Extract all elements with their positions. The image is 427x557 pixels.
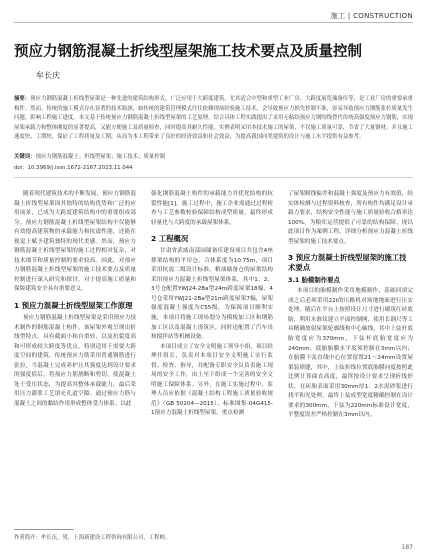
paragraph: 随着现代建筑技术的不断发展，预应力钢筋混凝土折线型屋架因其独特的结构优势和广泛的应用前景，已成为大跨度建筑结构中的重要组成部分。预应力钢筋混凝土折线型屋架结构不仅能够有效提高建筑物的承载能力和抗震性能，还能在视觉上赋予建筑独特的现代美感。然而，预应力钢筋混凝土折线型屋架的施工过程相对复杂，对技术细节和质量控制的要求较高。因此，对预应力钢筋混凝土折线型屋架的施工技术要点及质量控制进行深入研究和探讨，对于提高施工质量和保障建筑安全具有重要意义。 bbox=[14, 191, 136, 293]
section-heading-3: 3 预应力混凝土折线型屋架的施工技术要点 bbox=[288, 253, 407, 273]
body-column-2 bbox=[151, 190, 273, 419]
doi: doi：10.3969/j.issn.1672-2167.2023.11.044 bbox=[14, 165, 133, 171]
body-column-1 bbox=[14, 190, 136, 409]
paragraph: 甘肃省武威南部园储备库建设项目共包含4座排架结构的平房仓，合体系度为10.75m，项目采用抗震二级设计标准。粮油储备仓的屋架结构采用预应力混凝土折线型屋架体系，其中1、2、3号仓配置YWJ24-2Ba型24m跨度屋架18榀，4号仓采用YWJ21-2Ba型21m跨度屋架7榀，屋架强度混凝土强度为C55级。为保障项目顺利实施，本项目将施工现场划分为模板加工区和钢筋加工区以及混凝土浇筑区，同时还配置了汽车吊和搅拌站等机械设备。 bbox=[151, 248, 273, 341]
paragraph: 了屋架制线偏差和混凝土强度及预应力有效值，经实体检测与过程资料核查，所有构件均满足设计承载力要求，结构安全性能与施工质量验收合格率达100%，为粮库运营提供了可靠的结构保障。现以此项目作为案例工程，详细分析预应力混凝土折线型屋架的施工技术要点。 bbox=[288, 191, 413, 245]
paragraph: 本项目成立了安全文明施工领导小组，项目经理任组长，负责对本项目安全文明施工实行监督、检查、指导，并配备专职安全员负责施工现场的安全工作，由上至下组成一个完善的安全文明施工保障体系。另外，在施工实施过程中，监理人员应依据《混凝土结构工程施工质量验收规范》（GB 50204—2015）、标准图集-04G415-1预应力混凝土折线型屋架，重点检测 bbox=[151, 343, 273, 417]
subsection-heading-3-1: 3.1 胎模制作要点 bbox=[288, 276, 340, 285]
abstract-divider bbox=[14, 177, 413, 178]
page-number: 187 bbox=[401, 544, 413, 551]
abstract-text: 预应力钢筋混凝土折线型屋架是一种先进的建筑结构形式，广泛应用于大跨度建筑，尤其适合中型和重型工业厂房、大跨度展览储备库等，是工业厂房的重要承重构件。然而，传统的施工模式存在显著的技术瓶颈，如传统的建筑管理模式往往依赖现场经验施工技术，会导致预应力损失控制不准，容易导致预应力钢筋张拉质量发生问题，影响工程施工进度。本文基于传统预应力钢筋混凝土折线型屋架的工艺原理，结合具体工程实践提出了采用无粘结预应力钢绞线替代传统高强度预应力钢筋，实现屋架承载力和整体刚度的显著提高，又能方便施工及质量检查，同时提高其耐久性能。实例表明采用本技术施工的屋架，不仅施工质量可靠，节省了大量钢材，并且施工速度快、工期短，保证了工程质量及工期，从而为本工程带来了良好的经济效益和社会效益，为提高我国同类建筑的设计与施工水平提供有益参考。 bbox=[14, 96, 413, 141]
keywords-label: 关键词： bbox=[14, 154, 36, 160]
paragraph: 本项目的胎模制作采用地模制作，基础回填完成之后必须采用22t的压路机对场地地面进行压实处理。随后在平台上按照设计尺寸进行砌筑红砖底胎，利用水准仪建立平面控制网，使用长钢尺等工具精确放射屋架轮廓线和中心轴线，其中上弦杆底胎宽度应为370mm，下弦杆底胎宽度应为240mm，底胎胎膜水平度须控制在3mm以内；在胎膜下弦直线中心位置留置21～24mm设置屋架装填缝，其中，上弦折线位置底胎膜向度按照此比例计算曲直高度，最终按设计要求呈现折线形状。在砖胎表面采用30mm厚1：2水泥砂浆进行找平和光处理，最终上弦成型宽度精确控制在设计要求的300mm，下弦为220mm标准设计宽度，平整度误差严格控制在3mm以内。 bbox=[288, 288, 413, 419]
keywords bbox=[14, 153, 413, 162]
paragraph: 强化钢筋混凝土构件的承载能力并优化结构的抗裂性能[1]。施工过程中，施工企业需通过过程检查与工艺参数校验保障结构成型质量，最终形成轻量化与大跨度的承载屋架体系。 bbox=[151, 191, 273, 226]
footnote-rule bbox=[14, 529, 74, 530]
paragraph: 预应力钢筋混凝土折线型屋架是采用预应力技术制作的钢筋混凝土构件。该屋架外观呈现出折线型特点，具有截面小和自重轻，以及抗裂度高和可形成较大跨度等优点，特别适用于需要大跨度空间的建筑。传统预应力筋采用普通钢筋进行张拉，当混凝土完成养护且其强度达到设计要求的强度值后，将预应力筋割断和剪切，使混凝土处于受压状态，为提高其整体承载能力，最后采用压力灌浆工艺填充孔道空隙。通过预应力筋与混凝土之间的黏结作用形成整体受力体系。以此 bbox=[14, 315, 136, 407]
section-heading-2: 2 工程概况 bbox=[151, 234, 189, 244]
section-header: 施工 | CONSTRUCTION bbox=[330, 12, 413, 20]
article-author: 牟长庆 bbox=[36, 71, 60, 80]
abstract bbox=[14, 95, 413, 143]
author-footnote: 作者简介：牟长庆，男，上海新建设工程咨询有限公司，工程师。 bbox=[14, 535, 171, 541]
section-heading-1: 1 预应力混凝土折线型屋架工作原理 bbox=[14, 301, 133, 311]
article-title: 预应力钢筋混凝土折线型屋架施工技术要点及质量控制 bbox=[14, 44, 362, 60]
body-column-3 bbox=[288, 190, 413, 421]
abstract-label: 摘要： bbox=[14, 96, 31, 102]
header-divider bbox=[14, 22, 413, 23]
keywords-text: 预应力钢筋混凝土；折线型屋架；施工技术；质量控制 bbox=[35, 154, 165, 160]
